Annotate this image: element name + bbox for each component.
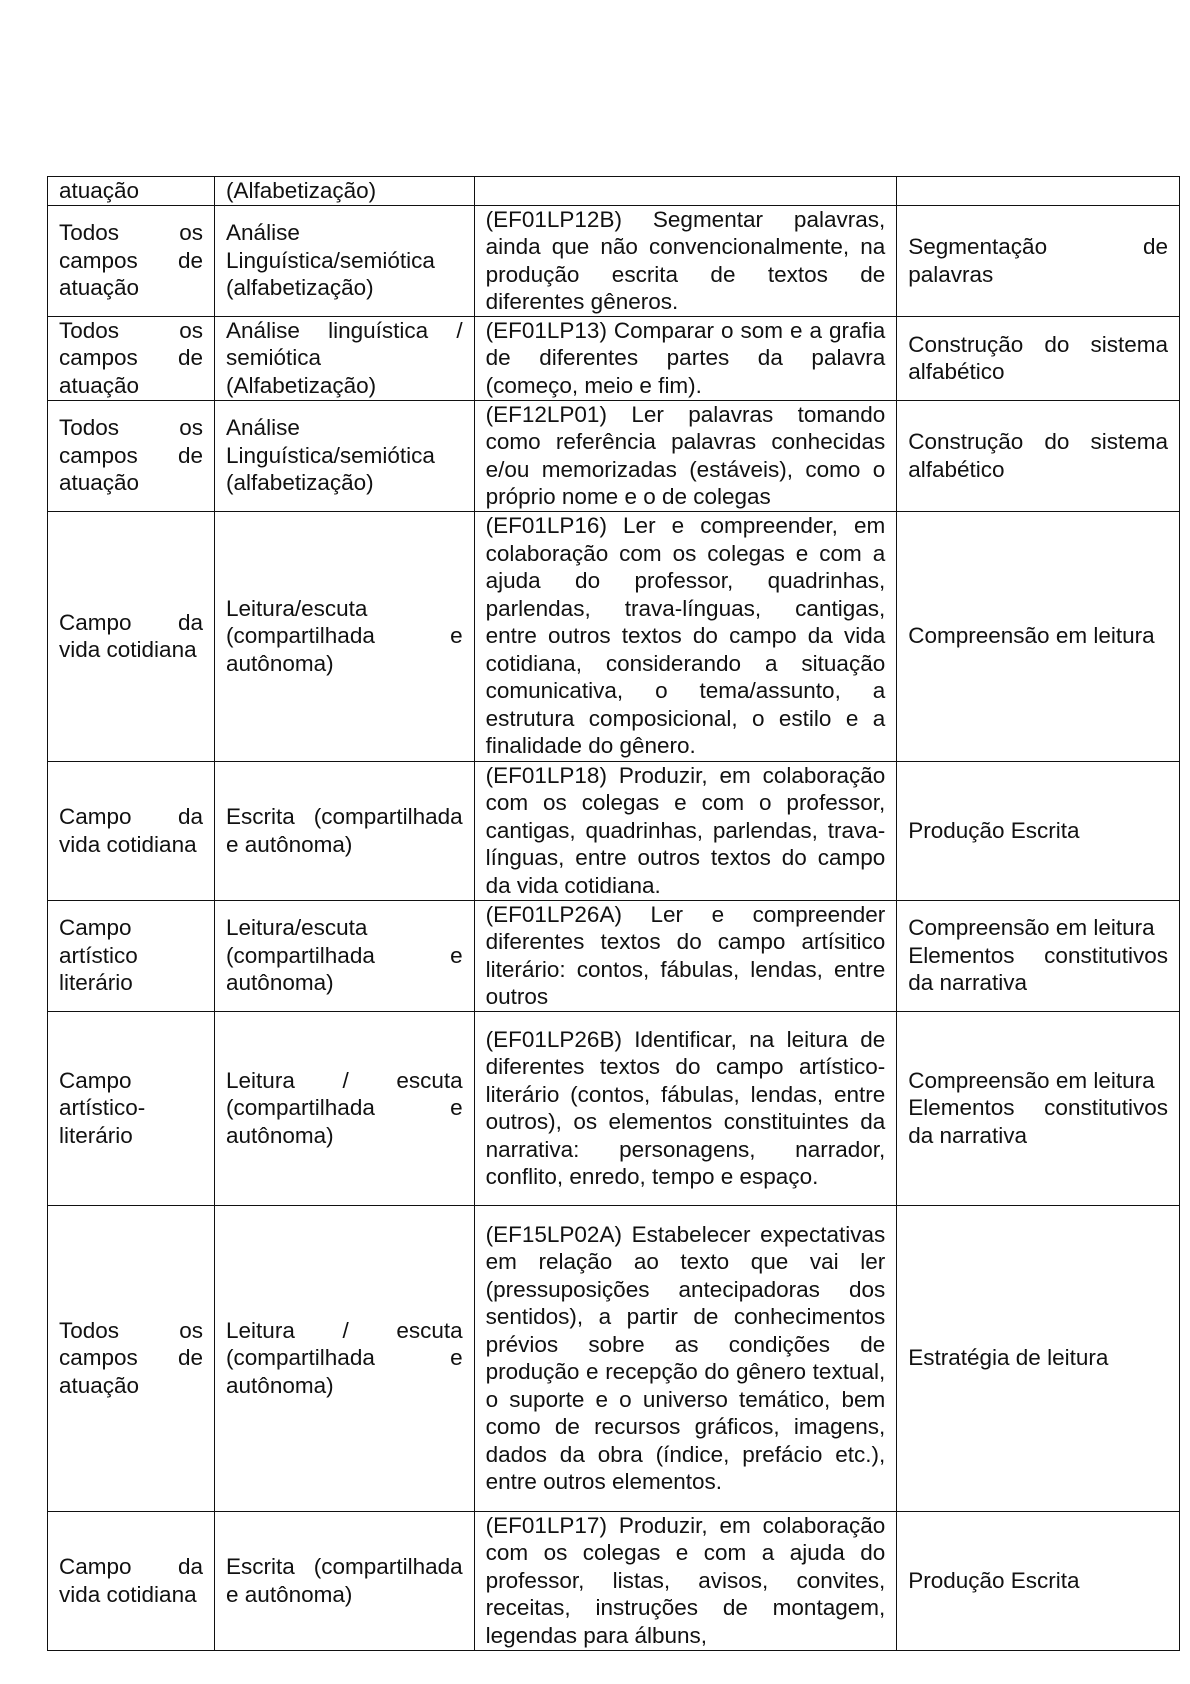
object-cell: Compreensão em leitura Elementos constitutivos da narrativa (897, 900, 1180, 1011)
skill-cell (474, 177, 897, 206)
skill-cell: (EF01LP17) Produzir, em colaboração com os colegas e com a ajuda do professor, listas, avisos, convites, receitas, instruções de montagem, legendas para álbuns, (474, 1511, 897, 1650)
object-cell (897, 177, 1180, 206)
table-row (48, 1011, 1180, 1205)
skill-cell: (EF01LP18) Produzir, em colaboração com os colegas e com o professor, cantigas, quadrinhas, parlendas, trava-línguas, entre outros textos do campo da vida cotidiana. (474, 761, 897, 900)
practice-cell: Escrita (compartilhada e autônoma) (215, 761, 475, 900)
table-row (48, 900, 1180, 1011)
object-cell: Segmentação de palavras (897, 205, 1180, 316)
practice-cell: Leitura/escuta (compartilhada e autônoma) (215, 900, 475, 1011)
field-cell: atuação (48, 177, 215, 206)
skill-cell: (EF01LP26A) Ler e compreender diferentes textos do campo artísitico literário: contos, fábulas, lendas, entre outros (474, 900, 897, 1011)
practice-cell: Escrita (compartilhada e autônoma) (215, 1511, 475, 1650)
field-cell: Campo da vida cotidiana (48, 511, 215, 761)
field-cell: Todos os campos de atuação (48, 316, 215, 400)
object-cell: Estratégia de leitura (897, 1205, 1180, 1511)
field-cell: Todos os campos de atuação (48, 400, 215, 511)
object-cell: Produção Escrita (897, 761, 1180, 900)
practice-cell: Análise linguística / semiótica (Alfabetização) (215, 316, 475, 400)
skill-cell: (EF01LP13) Comparar o som e a grafia de diferentes partes da palavra (começo, meio e fim). (474, 316, 897, 400)
practice-cell: Análise Linguística/semiótica (alfabetização) (215, 400, 475, 511)
object-cell: Construção do sistema alfabético (897, 316, 1180, 400)
table-row (48, 1511, 1180, 1650)
table-row (48, 316, 1180, 400)
table-row (48, 400, 1180, 511)
practice-cell: Leitura / escuta (compartilhada e autônoma) (215, 1011, 475, 1205)
table-row (48, 177, 1180, 206)
skill-cell: (EF01LP12B) Segmentar palavras, ainda que não convencionalmente, na produção escrita de textos de diferentes gêneros. (474, 205, 897, 316)
practice-cell: Análise Linguística/semiótica (alfabetização) (215, 205, 475, 316)
skill-cell: (EF15LP02A) Estabelecer expectativas em relação ao texto que vai ler (pressuposições antecipadoras dos sentidos), a partir de conhecimentos prévios sobre as condições de produção e recepção do gênero textual, o suporte e o universo temático, bem como de recursos gráficos, imagens, dados da obra (índice, prefácio etc.), entre outros elementos. (474, 1205, 897, 1511)
field-cell: Todos os campos de atuação (48, 205, 215, 316)
object-cell: Construção do sistema alfabético (897, 400, 1180, 511)
skill-cell: (EF01LP16) Ler e compreender, em colaboração com os colegas e com a ajuda do professor, quadrinhas, parlendas, trava-línguas, cantigas, entre outros textos do campo da vida cotidiana, considerando a situação comunicativa, o tema/assunto, a estrutura composicional, o estilo e a finalidade do gênero. (474, 511, 897, 761)
practice-cell: Leitura/escuta (compartilhada e autônoma) (215, 511, 475, 761)
table-row (48, 1205, 1180, 1511)
field-cell: Todos os campos de atuação (48, 1205, 215, 1511)
object-cell: Compreensão em leitura (897, 511, 1180, 761)
field-cell: Campo artístico-literário (48, 1011, 215, 1205)
object-cell: Produção Escrita (897, 1511, 1180, 1650)
field-cell: Campo da vida cotidiana (48, 1511, 215, 1650)
practice-cell: Leitura / escuta (compartilhada e autônoma) (215, 1205, 475, 1511)
curriculum-table (47, 176, 1180, 1651)
table-row (48, 761, 1180, 900)
practice-cell: (Alfabetização) (215, 177, 475, 206)
table-row (48, 511, 1180, 761)
skill-cell: (EF01LP26B) Identificar, na leitura de diferentes textos do campo artístico-literário (contos, fábulas, lendas, entre outros), os elementos constituintes da narrativa: personagens, narrador, conflito, enredo, tempo e espaço. (474, 1011, 897, 1205)
field-cell: Campo da vida cotidiana (48, 761, 215, 900)
skill-cell: (EF12LP01) Ler palavras tomando como referência palavras conhecidas e/ou memorizadas (estáveis), como o próprio nome e o de colegas (474, 400, 897, 511)
table-row (48, 205, 1180, 316)
field-cell: Campo artístico literário (48, 900, 215, 1011)
object-cell: Compreensão em leitura Elementos constitutivos da narrativa (897, 1011, 1180, 1205)
